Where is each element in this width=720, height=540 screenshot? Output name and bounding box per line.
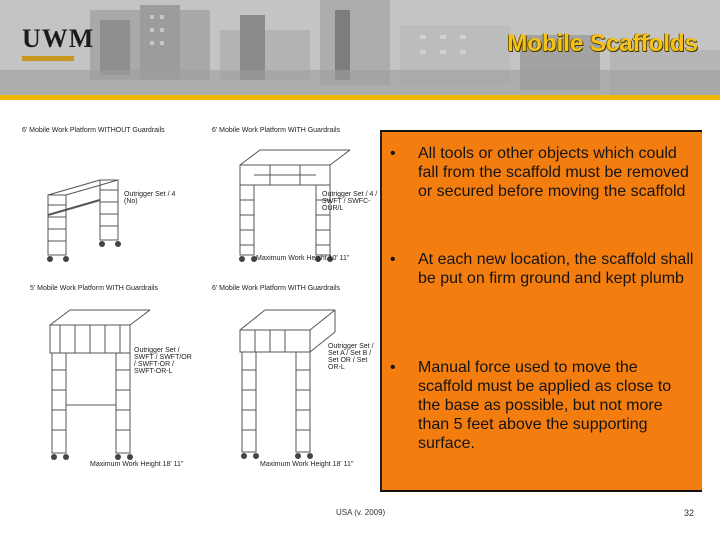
figure-3 <box>30 285 200 475</box>
figure-4 <box>210 285 380 475</box>
scaffold-figures <box>20 125 380 475</box>
bullet-text: All tools or other objects which could fall from the scaffold must be removed or secured before moving the scaffold <box>418 145 689 200</box>
figure-2-note: Outrigger Set / 4 / SWFT / SWFC-OUR/L <box>322 191 378 212</box>
figure-3-note: Outrigger Set / SWFT / SWFT/OR / SWFT-OR / SWFT-OR-L <box>134 347 192 375</box>
figure-4-height: Maximum Work Height 18' 11" <box>260 461 354 468</box>
figure-1-note: Outrigger Set / 4 (No) <box>124 191 176 205</box>
header-banner <box>0 0 720 95</box>
figure-3-caption: 5' Mobile Work Platform WITH Guardrails <box>30 285 159 292</box>
header-divider <box>0 95 720 100</box>
figure-1-caption: 6' Mobile Work Platform WITHOUT Guardrails <box>22 127 165 134</box>
page-number: 32 <box>684 508 695 518</box>
figure-4-caption: 6' Mobile Work Platform WITH Guardrails <box>212 285 341 292</box>
bullet-text: Manual force used to move the scaffold must be applied as close to the base as possible, but not more than 5 feet above the supporting surface. <box>418 359 672 452</box>
bullet-item-1 <box>390 144 695 224</box>
bullet-marker: • <box>390 145 396 162</box>
footer-source: USA (v. 2009) <box>336 508 386 517</box>
bullet-panel <box>380 130 702 492</box>
bullet-marker: • <box>390 359 396 376</box>
figure-4-note: Outrigger Set / Set A / Set B / Set OR / Set OR-L <box>328 343 374 371</box>
uwm-logo: UWM <box>22 24 95 53</box>
scaffold-drawing-4 <box>210 285 380 475</box>
bullet-text: At each new location, the scaffold shall be put on firm ground and kept plumb <box>418 251 694 287</box>
page-title: Mobile Scaffolds <box>507 30 698 57</box>
figure-2-height: Maximum Work Height 10' 11" <box>256 255 350 262</box>
logo-accent-bar <box>22 56 74 61</box>
figure-1 <box>20 125 190 275</box>
bullet-item-2 <box>390 250 695 310</box>
scaffold-drawing-3 <box>30 285 200 475</box>
figure-3-height: Maximum Work Height 18' 11" <box>90 461 184 468</box>
bullet-marker: • <box>390 251 396 268</box>
bullet-item-3 <box>390 358 695 458</box>
figure-2 <box>210 125 380 275</box>
figure-2-caption: 6' Mobile Work Platform WITH Guardrails <box>212 127 341 134</box>
